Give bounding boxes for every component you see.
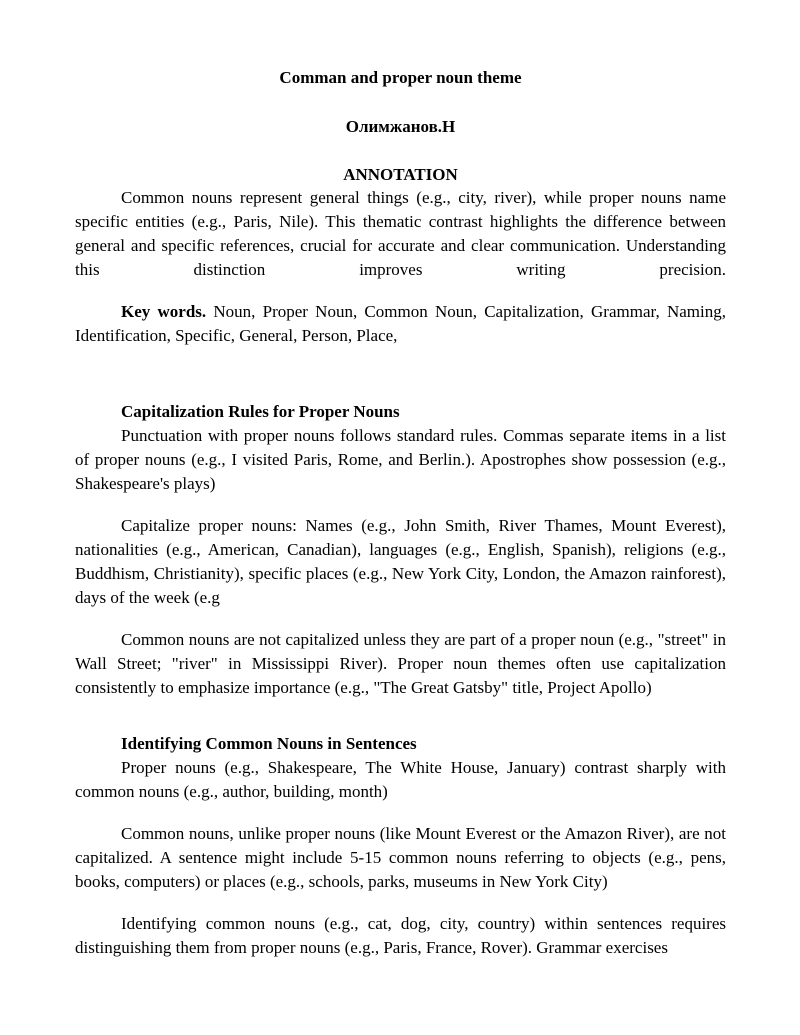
annotation-paragraph: Common nouns represent general things (e.g., city, river), while proper nouns name specific entities (e.g., Paris, Nile). This thematic contrast highlights the difference between general and specific references, crucial for accurate and clear communication. Understanding this distinction improves writing precision. [75,188,726,279]
section2-paragraph-2: Common nouns, unlike proper nouns (like Mount Everest or the Amazon River), are not capitalized. A sentence might include 5-15 common nouns referring to objects (e.g., pens, books, computers) or places (e.g., schools, parks, museums in New York City) [75,824,726,891]
document-title: Comman and proper noun theme [279,68,522,87]
section-heading-capitalization-rules: Capitalization Rules for Proper Nouns [121,402,400,421]
keywords-label: Key words. [121,302,207,321]
section1-paragraph-2: Capitalize proper nouns: Names (e.g., John Smith, River Thames, Mount Everest), nationalities (e.g., American, Canadian), languages (e.g., English, Spanish), religions (e.g., Buddhism, Christianity), specific places (e.g., New York City, London, the Amazon rainforest), days of the week (e.g [75,516,726,607]
keywords-list: Noun, Proper Noun, Common Noun, Capitalization, Grammar, Naming, Identification, Specific, General, Person, Place, [75,302,726,345]
section-heading-identifying-common-nouns: Identifying Common Nouns in Sentences [121,734,417,753]
keywords-paragraph [75,300,726,348]
document-author: Олимжанов.Н [345,117,456,136]
annotation-heading: ANNOTATION [343,165,458,184]
section1-paragraph-3: Common nouns are not capitalized unless they are part of a proper noun (e.g., "street" in Wall Street; "river" in Mississippi River). Proper noun themes often use capitalization consistently to emphasize importance (e.g., "The Great Gatsby" title, Project Apollo) [75,630,726,697]
section2-paragraph-1: Proper nouns (e.g., Shakespeare, The White House, January) contrast sharply with common nouns (e.g., author, building, month) [75,758,726,801]
section1-paragraph-1: Punctuation with proper nouns follows standard rules. Commas separate items in a list of proper nouns (e.g., I visited Paris, Rome, and Berlin.). Apostrophes show possession (e.g., Shakespeare's plays) [75,426,726,493]
document-page [75,66,726,960]
section2-paragraph-3: Identifying common nouns (e.g., cat, dog, city, country) within sentences requires distinguishing them from proper nouns (e.g., Paris, France, Rover). Grammar exercises [75,914,726,957]
